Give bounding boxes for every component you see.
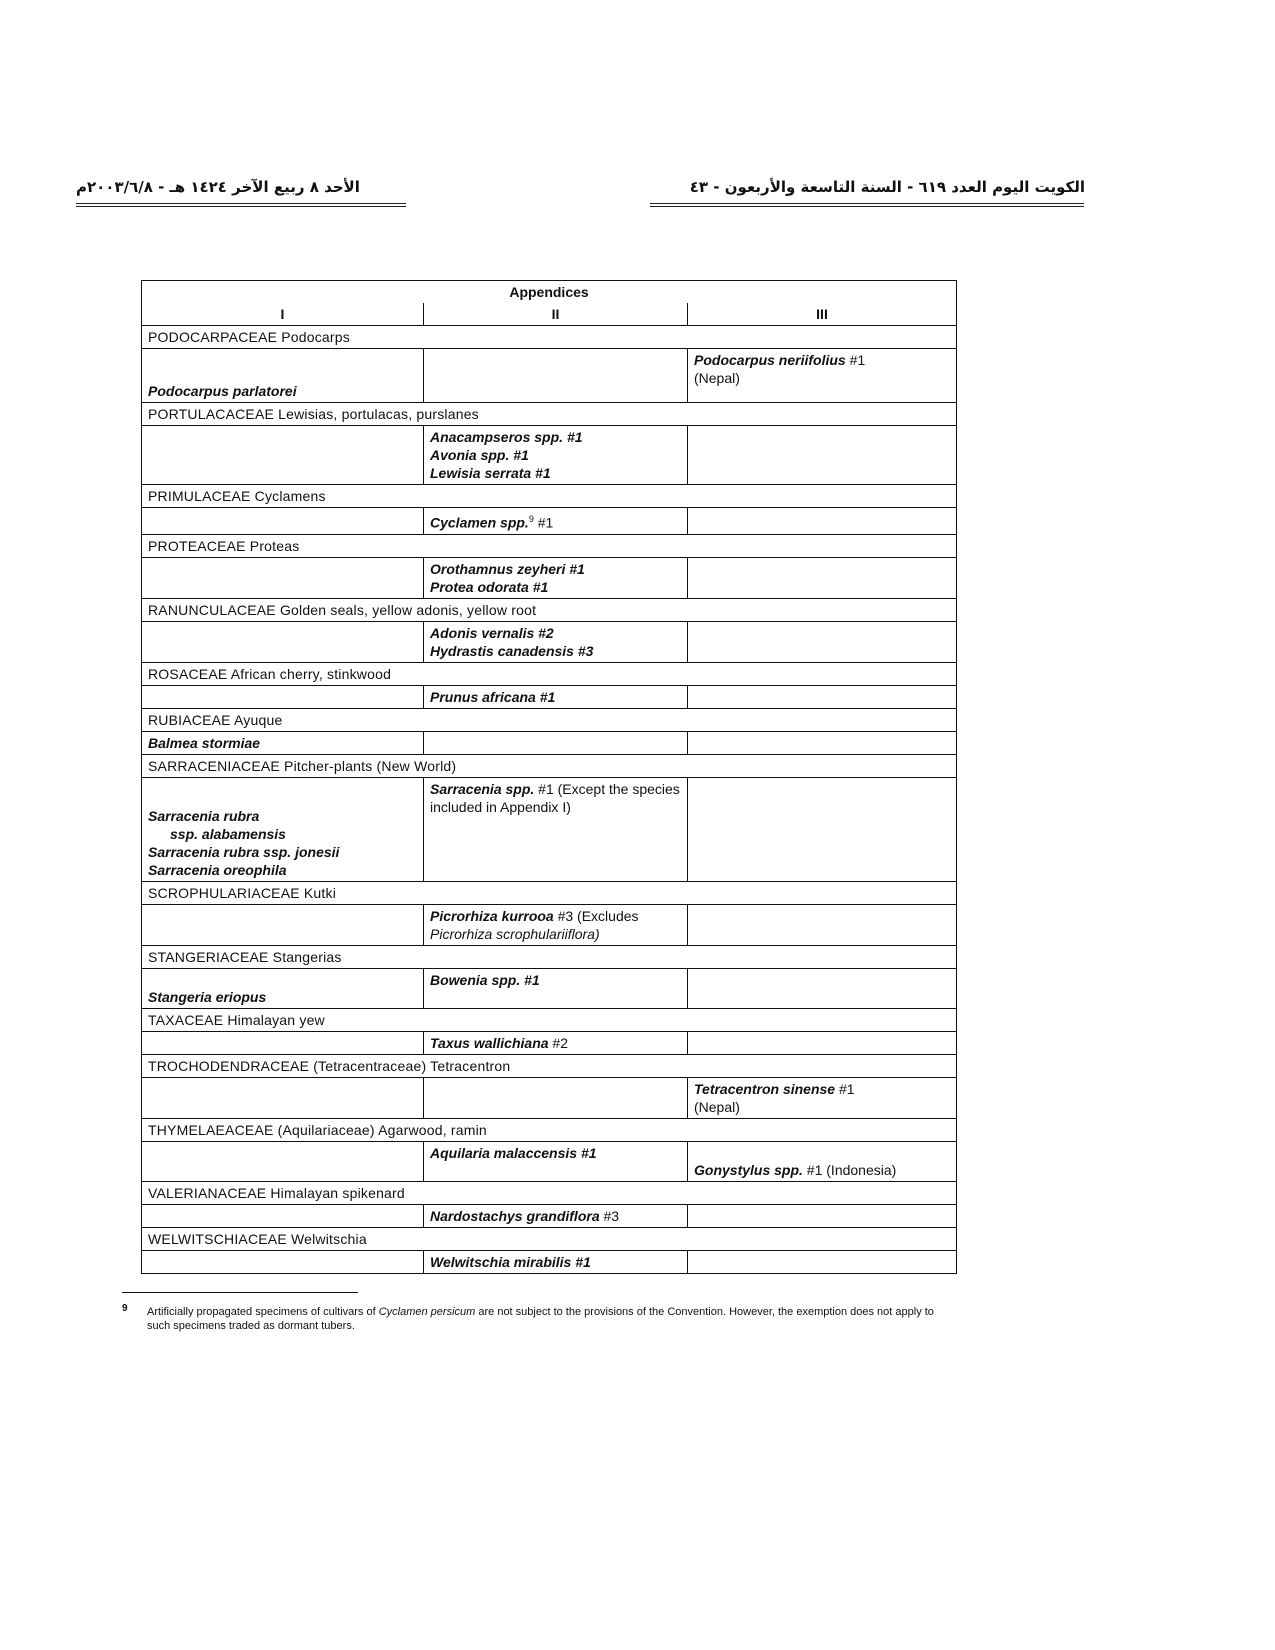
annotation-note: #3 (599, 1207, 620, 1224)
family-row (142, 945, 957, 968)
appendix-i-cell (142, 508, 424, 535)
family-row (142, 598, 957, 621)
family-primulaceae: PRIMULACEAE Cyclamens (142, 485, 957, 508)
family-scrophulariaceae: SCROPHULARIACEAE Kutki (142, 881, 957, 904)
species-taxus-wallichiana: Taxus wallichiana (430, 1034, 549, 1051)
species-row (142, 904, 957, 945)
species-anacampseros: Anacampseros spp. #1 (430, 429, 583, 445)
appendices-table (141, 280, 957, 1274)
appendix-iii-cell (688, 968, 957, 1008)
appendix-ii-cell (424, 1250, 688, 1273)
family-welwitschiaceae: WELWITSCHIACEAE Welwitschia (142, 1227, 957, 1250)
appendix-i-cell (142, 1250, 424, 1273)
species-sarracenia-rubra-jonesii: Sarracenia rubra ssp. jonesii (148, 843, 340, 860)
annotation-note: #1 (849, 352, 866, 368)
appendix-i-cell (142, 777, 424, 881)
family-stangeriaceae: STANGERIACEAE Stangerias (142, 945, 957, 968)
species-avonia: Avonia spp. #1 (430, 447, 529, 463)
appendix-iii-cell (688, 904, 957, 945)
species-stangeria-eriopus: Stangeria eriopus (148, 988, 267, 1005)
appendix-iii-cell (688, 1204, 957, 1227)
appendix-i-cell (142, 1077, 424, 1118)
species-picrorhiza-kurrooa: Picrorhiza kurrooa (430, 907, 554, 924)
species-row (142, 1141, 957, 1181)
species-orothamnus-zeyheri: Orothamnus zeyheri #1 (430, 560, 585, 577)
family-row (142, 1227, 957, 1250)
footnote-number: 9 (122, 1303, 128, 1314)
species-podocarpus-neriifolius: Podocarpus neriifolius (694, 352, 846, 368)
header-gazette-title: الكويت اليوم العدد ٦١٩ - السنة التاسعة والأربعون - ٤٣ (689, 178, 1085, 196)
annotation-note: #1 (533, 514, 554, 531)
column-header-ii: II (424, 303, 688, 326)
family-row (142, 403, 957, 426)
species-sarracenia-oreophila: Sarracenia oreophila (148, 861, 287, 878)
species-bowenia: Bowenia spp. #1 (430, 971, 540, 988)
appendix-ii-cell (424, 426, 688, 485)
species-adonis-vernalis: Adonis vernalis #2 (430, 624, 554, 641)
appendix-ii-cell (424, 508, 688, 535)
family-thymelaeaceae: THYMELAEACEAE (Aquilariaceae) Agarwood, ramin (142, 1118, 957, 1141)
appendix-iii-cell (688, 621, 957, 662)
appendix-ii-cell (424, 685, 688, 708)
appendix-ii-cell (424, 1204, 688, 1227)
family-row (142, 534, 957, 557)
appendix-i-cell (142, 685, 424, 708)
species-row (142, 426, 957, 485)
species-podocarpus-parlatorei: Podocarpus parlatorei (148, 383, 297, 399)
species-cyclamen: Cyclamen spp. (430, 514, 529, 531)
appendix-i-cell (142, 621, 424, 662)
species-row (142, 1250, 957, 1273)
appendix-iii-cell (688, 1250, 957, 1273)
species-gonystylus: Gonystylus spp. (694, 1161, 803, 1178)
family-row (142, 662, 957, 685)
species-row (142, 731, 957, 754)
column-header-iii: III (688, 303, 957, 326)
family-row (142, 1008, 957, 1031)
appendix-ii-cell (424, 1141, 688, 1181)
species-welwitschia-mirabilis: Welwitschia mirabilis #1 (430, 1253, 591, 1270)
species-row (142, 1031, 957, 1054)
appendix-i-cell (142, 426, 424, 485)
species-row (142, 557, 957, 598)
appendix-iii-cell (688, 1141, 957, 1181)
family-row (142, 1181, 957, 1204)
species-lewisia-serrata: Lewisia serrata #1 (430, 465, 551, 481)
appendix-ii-cell (424, 968, 688, 1008)
header-rule-right (650, 203, 1084, 207)
appendix-ii-cell (424, 904, 688, 945)
appendix-ii-cell (424, 349, 688, 403)
appendix-iii-cell (688, 426, 957, 485)
footnote-species: Cyclamen persicum (378, 1306, 476, 1318)
species-balmea-stormiae: Balmea stormiae (148, 734, 261, 751)
table-column-header-row (142, 303, 957, 326)
annotation-note: #1 (Indonesia) (802, 1161, 897, 1178)
appendix-i-cell (142, 1204, 424, 1227)
appendix-iii-cell (688, 685, 957, 708)
appendix-i-cell (142, 349, 424, 403)
species-picrorhiza-scrophulariiflora: Picrorhiza scrophulariiflora) (430, 925, 600, 942)
appendix-iii-cell (688, 777, 957, 881)
species-row (142, 508, 957, 535)
appendix-i-cell (142, 1031, 424, 1054)
appendix-i-cell (142, 557, 424, 598)
country-note: (Nepal) (694, 370, 740, 386)
annotation-note: #1 (835, 1080, 855, 1097)
family-valerianaceae: VALERIANACEAE Himalayan spikenard (142, 1181, 957, 1204)
species-prunus-africana: Prunus africana #1 (430, 688, 556, 705)
family-row (142, 881, 957, 904)
appendix-iii-cell (688, 508, 957, 535)
species-row (142, 685, 957, 708)
species-sarracenia-rubra: Sarracenia rubra (148, 807, 260, 824)
footnote-text (147, 1305, 947, 1333)
species-tetracentron-sinense: Tetracentron sinense (694, 1080, 836, 1097)
appendix-ii-cell (424, 621, 688, 662)
appendix-i-cell (142, 731, 424, 754)
appendix-i-cell (142, 968, 424, 1008)
family-portulacaceae: PORTULACACEAE Lewisias, portulacas, purslanes (142, 403, 957, 426)
family-rosaceae: ROSACEAE African cherry, stinkwood (142, 662, 957, 685)
appendix-iii-cell (688, 557, 957, 598)
appendix-ii-cell (424, 557, 688, 598)
species-row (142, 968, 957, 1008)
family-trochodendraceae: TROCHODENDRACEAE (Tetracentraceae) Tetracentron (142, 1054, 957, 1077)
header-date: الأحد ٨ ربيع الآخر ١٤٢٤ هـ - ٢٠٠٣/٦/٨م (76, 178, 360, 196)
species-protea-odorata: Protea odorata #1 (430, 578, 549, 595)
family-row (142, 754, 957, 777)
country-note: (Nepal) (694, 1098, 740, 1115)
species-row (142, 1077, 957, 1118)
appendix-ii-cell (424, 777, 688, 881)
appendix-i-cell (142, 904, 424, 945)
header-rule-left (76, 203, 406, 207)
family-taxaceae: TAXACEAE Himalayan yew (142, 1008, 957, 1031)
annotation-note: #3 (Excludes (553, 907, 639, 924)
family-podocarpaceae: PODOCARPACEAE Podocarps (142, 326, 957, 349)
family-row (142, 485, 957, 508)
species-nardostachys-grandiflora: Nardostachys grandiflora (430, 1207, 600, 1224)
appendix-ii-cell (424, 731, 688, 754)
table-header-row (142, 281, 957, 304)
appendix-iii-cell (688, 1031, 957, 1054)
annotation-note: #2 (548, 1034, 568, 1051)
family-ranunculaceae: RANUNCULACEAE Golden seals, yellow adonis, yellow root (142, 598, 957, 621)
footnote-text-after: are not subject to the provisions of the Convention. However, the exemption does not apply to such specimens traded as dormant tubers. (147, 1306, 934, 1332)
footnote-rule (122, 1292, 358, 1293)
appendix-ii-cell (424, 1031, 688, 1054)
footnote-text-before: Artificially propagated specimens of cultivars of (147, 1306, 379, 1318)
species-row (142, 1204, 957, 1227)
appendix-iii-cell (688, 731, 957, 754)
appendix-ii-cell (424, 1077, 688, 1118)
appendix-iii-cell (688, 1077, 957, 1118)
family-row (142, 708, 957, 731)
species-hydrastis-canadensis: Hydrastis canadensis #3 (430, 642, 594, 659)
appendices-title: Appendices (142, 281, 957, 304)
family-sarraceniaceae: SARRACENIACEAE Pitcher-plants (New World) (142, 754, 957, 777)
species-row (142, 777, 957, 881)
species-row (142, 621, 957, 662)
footnote-marker: 9 (528, 514, 534, 524)
family-rubiaceae: RUBIACEAE Ayuque (142, 708, 957, 731)
family-proteaceae: PROTEACEAE Proteas (142, 534, 957, 557)
family-row (142, 1054, 957, 1077)
appendix-i-cell (142, 1141, 424, 1181)
species-row (142, 349, 957, 403)
species-aquilaria-malaccensis: Aquilaria malaccensis #1 (430, 1144, 597, 1161)
subspecies-alabamensis: ssp. alabamensis (170, 825, 286, 842)
appendix-iii-cell (688, 349, 957, 403)
family-row (142, 1118, 957, 1141)
species-sarracenia-spp: Sarracenia spp. (430, 780, 535, 797)
family-row (142, 326, 957, 349)
column-header-i: I (142, 303, 424, 326)
annotation-note: #1 (Except the species included in Appendix I) (430, 780, 680, 815)
